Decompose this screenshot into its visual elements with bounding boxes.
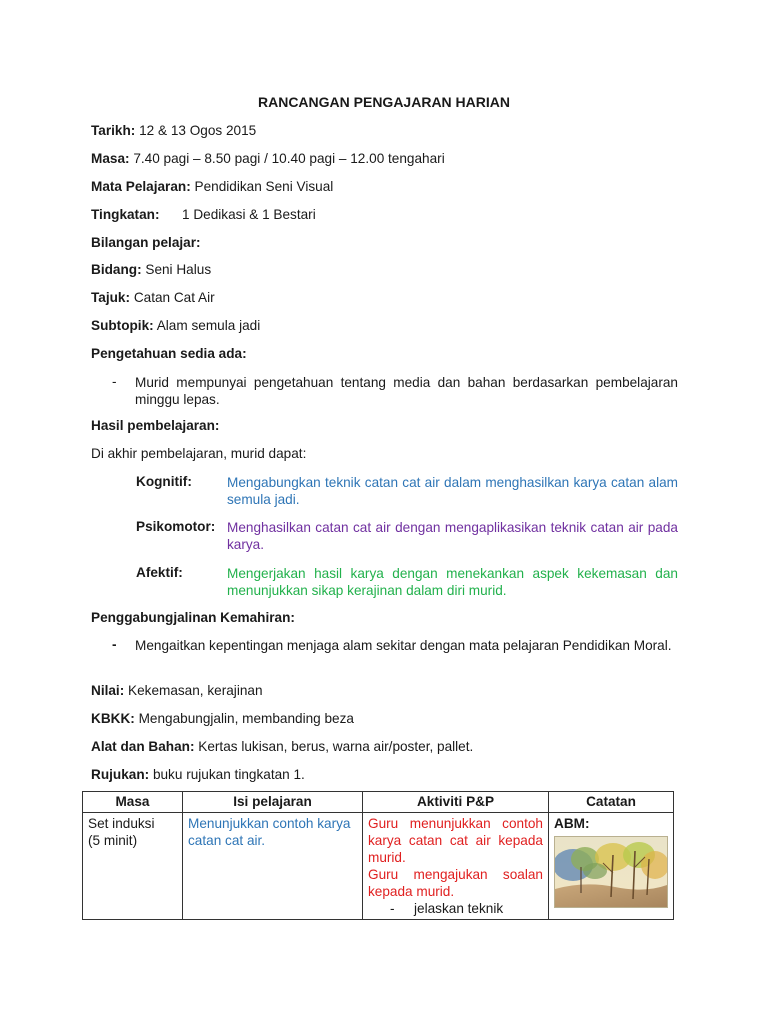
afektif-text: Mengerjakan hasil karya dengan menekankan aspek kekemasan dan menunjukkan sikap kerajinan dalam diri murid. — [227, 566, 678, 598]
alat-bahan-label: Alat dan Bahan: — [91, 739, 195, 754]
tingkatan-field — [91, 207, 316, 222]
afektif-label: Afektif: — [136, 565, 183, 580]
col-header-aktiviti: Aktiviti P&P — [363, 792, 549, 813]
bidang-field — [91, 262, 211, 277]
mata-pelajaran-field — [91, 179, 333, 194]
bidang-label: Bidang: — [91, 262, 142, 277]
penggabungjalinan-label: Penggabungjalinan Kemahiran: — [91, 610, 295, 625]
tingkatan-label: Tingkatan: — [91, 207, 160, 222]
bidang-value: Seni Halus — [145, 262, 212, 277]
nilai-field — [91, 683, 263, 698]
aktiviti-sub-item — [368, 900, 543, 917]
subtopik-field — [91, 318, 260, 333]
tarikh-field — [91, 123, 256, 138]
tajuk-value: Catan Cat Air — [133, 290, 215, 305]
masa-field — [91, 151, 445, 166]
page-title: RANCANGAN PENGAJARAN HARIAN — [257, 94, 510, 110]
alat-bahan-field — [91, 739, 473, 754]
tingkatan-value: 1 Dedikasi & 1 Bestari — [182, 207, 316, 222]
psikomotor-label: Psikomotor: — [136, 519, 216, 534]
mata-pelajaran-value: Pendidikan Seni Visual — [194, 179, 334, 194]
pengetahuan-text: Murid mempunyai pengetahuan tentang media dan bahan berdasarkan pembelajaran minggu lepas. — [135, 375, 678, 407]
bilangan-pelajar-label: Bilangan pelajar: — [91, 235, 201, 250]
kbkk-label: KBKK: — [91, 711, 135, 726]
kbkk-value: Mengabungjalin, membanding beza — [138, 711, 354, 726]
cell-aktiviti — [363, 813, 549, 920]
table-row — [83, 813, 674, 920]
tajuk-field — [91, 290, 215, 305]
cell-isi: Menunjukkan contoh karya catan cat air. — [183, 813, 363, 920]
penggabungjalinan-heading — [91, 610, 295, 625]
bullet-dash: - — [390, 901, 395, 916]
col-header-isi: Isi pelajaran — [183, 792, 363, 813]
col-header-catatan: Catatan — [549, 792, 674, 813]
kognitif-label: Kognitif: — [136, 474, 192, 489]
col-header-masa: Masa — [83, 792, 183, 813]
watercolor-painting-image — [554, 836, 668, 908]
penggabungjalinan-text: Mengaitkan kepentingan menjaga alam sekitar dengan mata pelajaran Pendidikan Moral. — [135, 638, 672, 653]
masa-line-1: Set induksi — [88, 816, 155, 831]
masa-value: 7.40 pagi – 8.50 pagi / 10.40 pagi – 12.00 tengahari — [133, 151, 445, 166]
tajuk-label: Tajuk: — [91, 290, 131, 305]
painting-landscape-icon — [555, 837, 667, 907]
aktiviti-item-2: Guru mengajukan soalan kepada murid. — [368, 867, 543, 899]
rujukan-field — [91, 767, 305, 782]
abm-label: ABM: — [554, 816, 590, 831]
lesson-table — [82, 791, 674, 920]
table-header-row — [83, 792, 674, 813]
bilangan-pelajar-field — [91, 235, 201, 250]
kognitif-text: Mengabungkan teknik catan cat air dalam menghasilkan karya catan alam semula jadi. — [227, 475, 678, 507]
bullet-dash: - — [112, 374, 117, 389]
subtopik-value: Alam semula jadi — [156, 318, 261, 333]
cell-masa — [83, 813, 183, 920]
tarikh-label: Tarikh: — [91, 123, 136, 138]
masa-label: Masa: — [91, 151, 130, 166]
rujukan-value: buku rujukan tingkatan 1. — [152, 767, 305, 782]
pengetahuan-heading — [91, 346, 247, 361]
hasil-heading — [91, 418, 219, 433]
hasil-intro: Di akhir pembelajaran, murid dapat: — [91, 446, 307, 461]
aktiviti-sub-text: jelaskan teknik — [414, 901, 504, 916]
rujukan-label: Rujukan: — [91, 767, 150, 782]
kbkk-field — [91, 711, 354, 726]
alat-bahan-value: Kertas lukisan, berus, warna air/poster, pallet. — [198, 739, 474, 754]
hasil-label: Hasil pembelajaran: — [91, 418, 220, 433]
mata-pelajaran-label: Mata Pelajaran: — [91, 179, 191, 194]
nilai-value: Kekemasan, kerajinan — [128, 683, 263, 698]
pengetahuan-label: Pengetahuan sedia ada: — [91, 346, 247, 361]
psikomotor-text: Menghasilkan catan cat air dengan mengaplikasikan teknik catan air pada karya. — [227, 520, 678, 552]
masa-line-2: (5 minit) — [88, 833, 138, 848]
aktiviti-item-1: Guru menunjukkan contoh karya catan cat air kepada murid. — [368, 816, 543, 865]
nilai-label: Nilai: — [91, 683, 125, 698]
bullet-dash: - — [112, 637, 117, 652]
subtopik-label: Subtopik: — [91, 318, 154, 333]
cell-catatan — [549, 813, 674, 920]
tarikh-value: 12 & 13 Ogos 2015 — [139, 123, 257, 138]
